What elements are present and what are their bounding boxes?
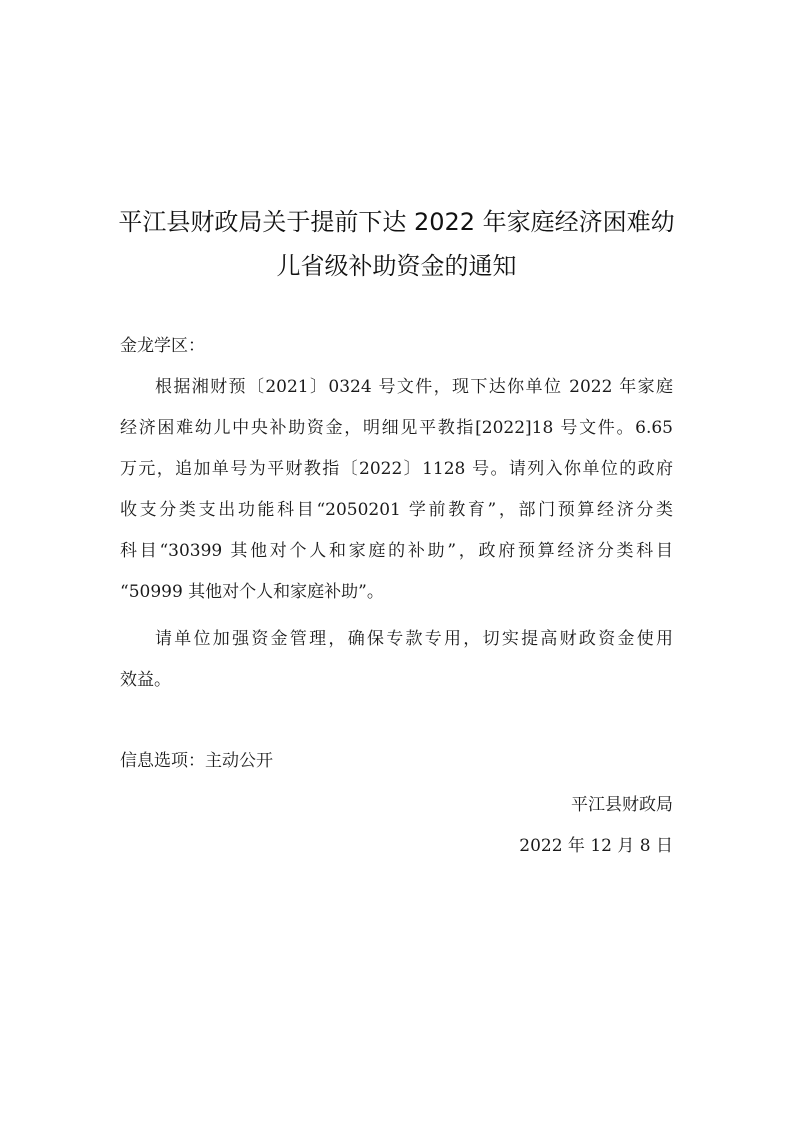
salutation: 金龙学区： bbox=[120, 336, 205, 356]
info-option: 信息选项：主动公开 bbox=[120, 751, 273, 771]
body-line-8: 效益。 bbox=[120, 670, 171, 690]
body-line-2: 经济困难幼儿中央补助资金，明细见平教指[2022]18 号文件。6.65 bbox=[120, 418, 673, 438]
body-line-7: 请单位加强资金管理，确保专款专用，切实提高财政资金使用 bbox=[155, 629, 673, 649]
body-line-6: “50999 其他对个人和家庭补助”。 bbox=[120, 582, 384, 602]
issuer-name: 平江县财政局 bbox=[571, 795, 673, 815]
document-title-line-2: 儿省级补助资金的通知 bbox=[276, 252, 517, 280]
body-line-5: 科目“30399 其他对个人和家庭的补助”，政府预算经济分类科目 bbox=[120, 541, 673, 561]
document-title-line-1: 平江县财政局关于提前下达 2022 年家庭经济困难幼 bbox=[118, 208, 675, 236]
body-line-4: 收支分类支出功能科目“2050201 学前教育”，部门预算经济分类 bbox=[120, 500, 673, 520]
issue-date: 2022 年 12 月 8 日 bbox=[519, 836, 673, 856]
body-line-1: 根据湘财预〔2021〕0324 号文件，现下达你单位 2022 年家庭 bbox=[155, 377, 673, 397]
body-line-3: 万元，追加单号为平财教指〔2022〕1128 号。请列入你单位的政府 bbox=[120, 459, 673, 479]
